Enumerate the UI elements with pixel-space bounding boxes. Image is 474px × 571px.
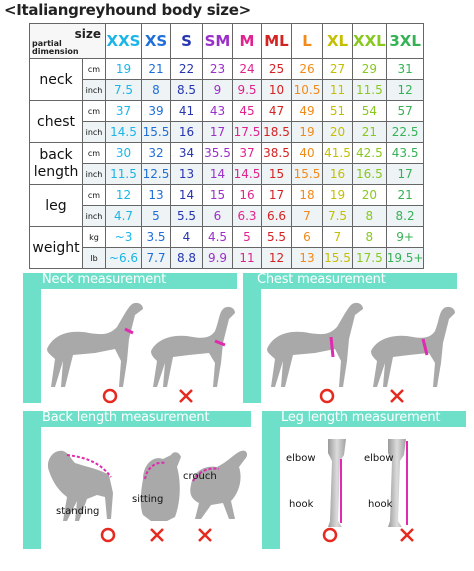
- size-value-cell: 9.5: [233, 80, 262, 101]
- unit-label: cm: [83, 185, 106, 206]
- size-value-cell: 35.5: [203, 143, 233, 164]
- neck-measurement-panel: [19, 271, 237, 411]
- size-value-cell: 6: [292, 227, 323, 248]
- size-column-header: XXL: [353, 24, 387, 59]
- size-value-cell: 40: [292, 143, 323, 164]
- unit-label: inch: [83, 206, 106, 227]
- size-value-cell: 12: [386, 80, 424, 101]
- size-value-cell: 16: [171, 122, 203, 143]
- size-value-cell: 21: [142, 59, 171, 80]
- size-value-cell: 11: [233, 248, 262, 269]
- size-value-cell: 12: [262, 248, 292, 269]
- leg-diagrams: [306, 435, 416, 535]
- size-value-cell: 21: [386, 185, 424, 206]
- size-value-cell: 24: [233, 59, 262, 80]
- size-value-cell: 16: [233, 185, 262, 206]
- size-value-cell: 7: [292, 206, 323, 227]
- size-column-header: XXS: [106, 24, 142, 59]
- size-value-cell: 20: [323, 122, 353, 143]
- unit-label: inch: [83, 80, 106, 101]
- size-value-cell: 15: [262, 164, 292, 185]
- leg-image-correct: [328, 439, 346, 527]
- size-value-cell: 27: [323, 59, 353, 80]
- table-row: [30, 248, 424, 269]
- size-value-cell: 29: [353, 59, 387, 80]
- size-value-cell: 8: [353, 206, 387, 227]
- wrong-cross-icon: [149, 527, 165, 543]
- table-corner-header: [30, 24, 106, 59]
- size-value-cell: 19: [323, 185, 353, 206]
- size-value-cell: 11.5: [106, 164, 142, 185]
- partial-dimension-label: partial dimension: [32, 39, 79, 56]
- size-value-cell: 23: [203, 59, 233, 80]
- size-value-cell: 15.5: [142, 122, 171, 143]
- elbow-label-right: elbow: [364, 453, 394, 464]
- dog-silhouette-wrong: [151, 307, 235, 387]
- size-column-header: L: [292, 24, 323, 59]
- size-value-cell: 18: [292, 185, 323, 206]
- size-value-cell: 37: [106, 101, 142, 122]
- table-row: [30, 143, 424, 164]
- size-value-cell: 17.5: [233, 122, 262, 143]
- table-row: [30, 164, 424, 185]
- size-value-cell: 31: [386, 59, 424, 80]
- size-value-cell: 5: [233, 227, 262, 248]
- size-value-cell: 9.9: [203, 248, 233, 269]
- chest-measurement-panel: [239, 271, 457, 411]
- size-value-cell: 18.5: [262, 122, 292, 143]
- dimension-label: neck: [30, 59, 83, 101]
- table-row: [30, 122, 424, 143]
- size-value-cell: 45: [233, 101, 262, 122]
- size-value-cell: 8: [142, 80, 171, 101]
- size-value-cell: 4: [171, 227, 203, 248]
- size-value-cell: 5.5: [262, 227, 292, 248]
- size-value-cell: 16: [323, 164, 353, 185]
- size-value-cell: 14: [171, 185, 203, 206]
- size-value-cell: 14: [203, 164, 233, 185]
- size-value-cell: 49: [292, 101, 323, 122]
- size-value-cell: 4.7: [106, 206, 142, 227]
- size-value-cell: 6.3: [233, 206, 262, 227]
- size-value-cell: 13: [142, 185, 171, 206]
- table-row: [30, 101, 424, 122]
- correct-circle-icon: [319, 388, 335, 404]
- size-column-header: ML: [262, 24, 292, 59]
- size-value-cell: 15.5: [323, 248, 353, 269]
- size-value-cell: 7.5: [106, 80, 142, 101]
- size-value-cell: 15: [203, 185, 233, 206]
- size-value-cell: 3.5: [142, 227, 171, 248]
- table-row: [30, 80, 424, 101]
- standing-label: standing: [56, 506, 100, 517]
- table-row: [30, 185, 424, 206]
- size-value-cell: 11: [323, 80, 353, 101]
- hook-label-right: hook: [368, 499, 393, 510]
- size-value-cell: 10: [262, 80, 292, 101]
- back-length-measurement-panel: [19, 409, 251, 559]
- size-value-cell: 43: [203, 101, 233, 122]
- correct-circle-icon: [102, 388, 118, 404]
- dog-sitting: [141, 452, 181, 521]
- size-value-cell: 51: [323, 101, 353, 122]
- dimension-label: weight: [30, 227, 83, 269]
- size-value-cell: 8.8: [171, 248, 203, 269]
- size-value-cell: 22.5: [386, 122, 424, 143]
- table-row: [30, 206, 424, 227]
- size-value-cell: 25: [262, 59, 292, 80]
- size-column-header: SM: [203, 24, 233, 59]
- wrong-cross-icon: [178, 388, 194, 404]
- unit-label: inch: [83, 164, 106, 185]
- size-value-cell: 17: [262, 185, 292, 206]
- unit-label: cm: [83, 143, 106, 164]
- chest-dogs: [259, 295, 459, 395]
- size-value-cell: 32: [142, 143, 171, 164]
- size-column-header: S: [171, 24, 203, 59]
- size-value-cell: 43.5: [386, 143, 424, 164]
- chest-panel-title: Chest measurement: [257, 272, 386, 287]
- page-title: <Italiangreyhound body size>: [4, 1, 251, 19]
- wrong-cross-icon: [197, 527, 213, 543]
- size-value-cell: 22: [171, 59, 203, 80]
- size-value-cell: 38.5: [262, 143, 292, 164]
- wrong-cross-icon: [389, 388, 405, 404]
- size-value-cell: 39: [142, 101, 171, 122]
- size-value-cell: 20: [353, 185, 387, 206]
- size-value-cell: 47: [262, 101, 292, 122]
- size-value-cell: 9+: [386, 227, 424, 248]
- size-value-cell: 41: [171, 101, 203, 122]
- size-value-cell: 57: [386, 101, 424, 122]
- correct-circle-icon: [100, 527, 116, 543]
- size-value-cell: 8.2: [386, 206, 424, 227]
- size-column-header: XS: [142, 24, 171, 59]
- size-value-cell: 6: [203, 206, 233, 227]
- size-value-cell: 34: [171, 143, 203, 164]
- size-value-cell: 7: [323, 227, 353, 248]
- sitting-label: sitting: [132, 494, 164, 505]
- size-value-cell: 14.5: [106, 122, 142, 143]
- size-value-cell: 12: [106, 185, 142, 206]
- unit-label: cm: [83, 59, 106, 80]
- dog-crouch: [190, 451, 247, 519]
- size-value-cell: ~6.6: [106, 248, 142, 269]
- size-value-cell: 15.5: [292, 164, 323, 185]
- dimension-label: back length: [30, 143, 83, 185]
- chest-measure-line-correct: [331, 337, 333, 357]
- size-column-header: M: [233, 24, 262, 59]
- size-value-cell: 21: [353, 122, 387, 143]
- size-value-cell: 13: [171, 164, 203, 185]
- leg-panel-title: Leg length measurement: [281, 410, 441, 425]
- size-value-cell: 14.5: [233, 164, 262, 185]
- size-value-cell: 5: [142, 206, 171, 227]
- size-value-cell: 9: [203, 80, 233, 101]
- size-value-cell: 19: [106, 59, 142, 80]
- size-value-cell: 17: [386, 164, 424, 185]
- hook-label-left: hook: [289, 499, 314, 510]
- size-value-cell: 37: [233, 143, 262, 164]
- back-panel-title: Back length measurement: [42, 410, 210, 425]
- dimension-label: chest: [30, 101, 83, 143]
- size-value-cell: 42.5: [353, 143, 387, 164]
- size-value-cell: 4.5: [203, 227, 233, 248]
- size-value-cell: 6.6: [262, 206, 292, 227]
- size-value-cell: 19.5+: [386, 248, 424, 269]
- unit-label: lb: [83, 248, 106, 269]
- size-value-cell: 19: [292, 122, 323, 143]
- size-value-cell: 11.5: [353, 80, 387, 101]
- size-column-header: 3XL: [386, 24, 424, 59]
- dog-silhouette-correct: [47, 303, 143, 387]
- size-column-header: XL: [323, 24, 353, 59]
- crouch-label: crouch: [183, 471, 217, 482]
- size-value-cell: 8: [353, 227, 387, 248]
- size-value-cell: 12.5: [142, 164, 171, 185]
- size-header-label: size: [74, 27, 101, 41]
- size-value-cell: 54: [353, 101, 387, 122]
- size-value-cell: 17.5: [353, 248, 387, 269]
- table-row: [30, 59, 424, 80]
- size-value-cell: 26: [292, 59, 323, 80]
- size-value-cell: 17: [203, 122, 233, 143]
- size-value-cell: 5.5: [171, 206, 203, 227]
- table-row: [30, 227, 424, 248]
- neck-dogs: [39, 295, 239, 395]
- size-value-cell: 7.7: [142, 248, 171, 269]
- size-table: [29, 23, 424, 269]
- elbow-label-left: elbow: [286, 453, 316, 464]
- correct-circle-icon: [322, 527, 338, 543]
- size-value-cell: 7.5: [323, 206, 353, 227]
- size-value-cell: ~3: [106, 227, 142, 248]
- unit-label: cm: [83, 101, 106, 122]
- leg-length-measurement-panel: [258, 409, 466, 559]
- size-value-cell: 8.5: [171, 80, 203, 101]
- dimension-label: leg: [30, 185, 83, 227]
- neck-panel-title: Neck measurement: [42, 272, 167, 287]
- size-value-cell: 13: [292, 248, 323, 269]
- size-value-cell: 41.5: [323, 143, 353, 164]
- unit-label: inch: [83, 122, 106, 143]
- size-value-cell: 30: [106, 143, 142, 164]
- size-value-cell: 16.5: [353, 164, 387, 185]
- wrong-cross-icon: [399, 527, 415, 543]
- size-value-cell: 10.5: [292, 80, 323, 101]
- unit-label: kg: [83, 227, 106, 248]
